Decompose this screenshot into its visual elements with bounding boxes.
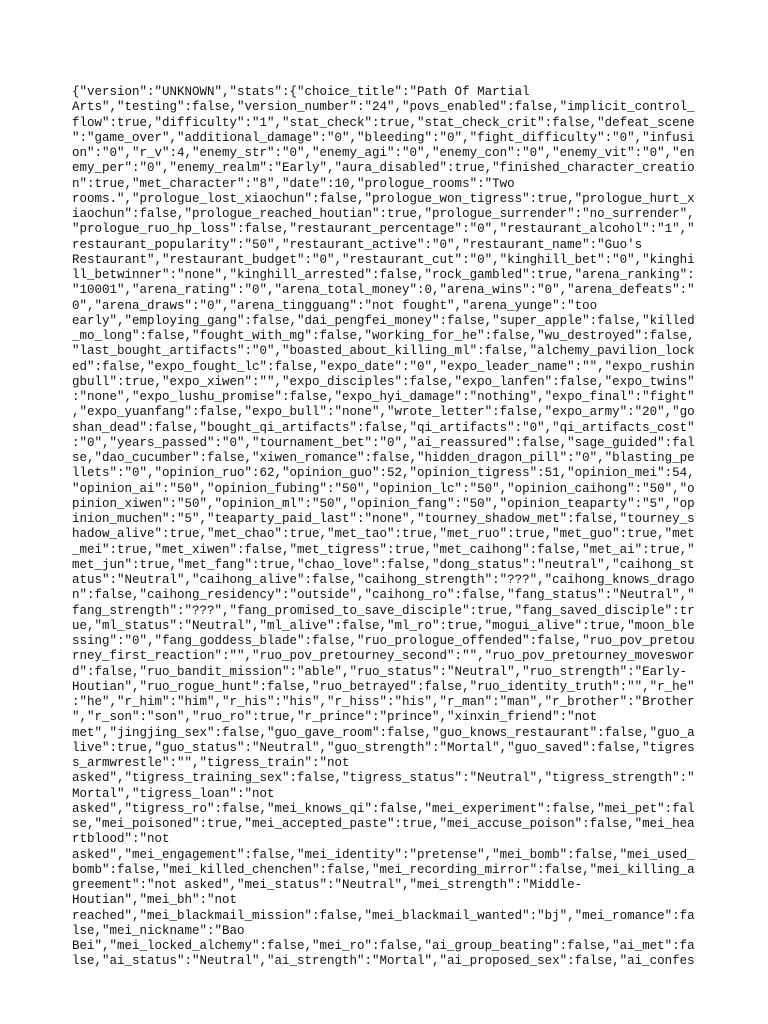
text-line: "opinion_ai":"50","opinion_fubing":"50","opinion_lc":"50","opinion_caihong":"50","o — [72, 481, 695, 496]
text-line: Houtian","ruo_rogue_hunt":false,"ruo_betrayed":false,"ruo_identity_truth":"","r_he" — [72, 679, 695, 694]
text-line: flow":true,"difficulty":"1","stat_check":true,"stat_check_crit":false,"defeat_scene — [72, 115, 695, 130]
text-line: iaochun":false,"prologue_reached_houtian":true,"prologue_surrender":"no_surrender", — [72, 207, 695, 221]
text-line: pinion_xiwen":"50","opinion_ml":"50","opinion_fang":"50","opinion_teaparty":"5","op — [72, 496, 695, 511]
text-line: hadow_alive":true,"met_chao":true,"met_tao":true,"met_ruo":true,"met_guo":true,"met — [72, 527, 695, 542]
text-line: Houtian","mei_bh":"not — [72, 893, 238, 908]
text-line: ,"expo_yuanfang":false,"expo_bull":"none","wrote_letter":false,"expo_army":"20","go — [72, 405, 695, 420]
text-line: ssing":"0","fang_goddess_blade":false,"ruo_prologue_offended":false,"ruo_pov_pretou — [72, 634, 695, 648]
text-line: ":"game_over","additional_damage":"0","bleeding":"0","fight_difficulty":"0","infusi — [72, 130, 695, 145]
text-line: :"none","expo_lushu_promise":false,"expo_hyi_damage":"nothing","expo_final":"fight" — [72, 390, 695, 404]
text-line: Arts","testing":false,"version_number":"24","povs_enabled":false,"implicit_control_ — [72, 100, 695, 115]
text-line: inion_muchen":"5","teaparty_paid_last":"none","tourney_shadow_met":false,"tourney_s — [72, 512, 695, 526]
text-line: _mei":true,"met_xiwen":false,"met_tigress":true,"met_caihong":false,"met_ai":true," — [72, 542, 695, 557]
text-line: d":false,"ruo_bandit_mission":"able","ruo_status":"Neutral","ruo_strength":"Early- — [72, 664, 688, 679]
text-line: gbull":true,"expo_xiwen":"","expo_disciples":false,"expo_lanfen":false,"expo_twins" — [72, 374, 695, 389]
text-line: lse,"ai_status":"Neutral","ai_strength":"Mortal","ai_proposed_sex":false,"ai_confes — [72, 954, 695, 969]
text-line: llets":"0","opinion_ruo":62,"opinion_guo":52,"opinion_tigress":51,"opinion_mei":54, — [72, 466, 695, 481]
text-line: ll_betwinner":"none","kinghill_arrested":false,"rock_gambled":true,"arena_ranking": — [72, 268, 695, 282]
text-line: "10001","arena_rating":"0","arena_total_money":0,"arena_wins":"0","arena_defeats":" — [72, 283, 695, 298]
text-line: reached","mei_blackmail_mission":false,"mei_blackmail_wanted":"bj","mei_romance":fa — [72, 908, 695, 923]
text-line: asked","tigress_training_sex":false,"tigress_status":"Neutral","tigress_strength":" — [72, 771, 695, 786]
text-line: rtblood":"not — [72, 832, 170, 847]
text-line: met","jingjing_sex":false,"guo_gave_room":false,"guo_knows_restaurant":false,"guo_a — [72, 725, 695, 740]
text-line: ue,"ml_status":"Neutral","ml_alive":false,"ml_ro":true,"mogui_alive":true,"moon_ble — [72, 618, 695, 633]
text-line: lse,"mei_nickname":"Bao — [72, 923, 245, 938]
text-line: ","r_son":"son","ruo_ro":true,"r_prince":"prince","xinxin_friend":"not — [72, 710, 598, 725]
text-line: n":false,"caihong_residency":"outside","caihong_ro":false,"fang_status":"Neutral"," — [72, 588, 695, 603]
text-line: shan_dead":false,"bought_qi_artifacts":false,"qi_artifacts":"0","qi_artifacts_cost" — [72, 420, 695, 435]
text-line: asked","tigress_ro":false,"mei_knows_qi":false,"mei_experiment":false,"mei_pet":fal — [72, 801, 695, 816]
text-line: "last_bought_artifacts":"0","boasted_about_killing_ml":false,"alchemy_pavilion_lock — [72, 344, 695, 359]
text-line: s_armwrestle":"","tigress_train":"not — [72, 756, 350, 770]
document-page — [72, 85, 700, 969]
text-line: bomb":false,"mei_killed_chenchen":false,"mei_recording_mirror":false,"mei_killing_a — [72, 862, 695, 877]
text-line: :"0","years_passed":"0","tournament_bet":"0","ai_reassured":false,"sage_guided":fal — [72, 435, 695, 450]
text-line: early","employing_gang":false,"dai_pengfei_money":false,"super_apple":false,"killed — [72, 313, 695, 328]
text-line: emy_per":"0","enemy_realm":"Early","aura_disabled":true,"finished_character_creatio — [72, 161, 695, 176]
text-line: rney_first_reaction":"","ruo_pov_pretourney_second":"","ruo_pov_pretourney_moveswor — [72, 649, 695, 664]
text-line: :"he","r_him":"him","r_his":"his","r_hiss":"his","r_man":"man","r_brother":"Brother — [72, 695, 695, 709]
text-line: asked","mei_engagement":false,"mei_identity":"pretense","mei_bomb":false,"mei_used_ — [72, 847, 695, 862]
text-line: se,"mei_poisoned":true,"mei_accepted_paste":true,"mei_accuse_poison":false,"mei_hea — [72, 817, 695, 831]
text-line: ed":false,"expo_fought_lc":false,"expo_date":"0","expo_leader_name":"","expo_rushin — [72, 359, 695, 374]
text-line: Bei","mei_locked_alchemy":false,"mei_ro":false,"ai_group_beating":false,"ai_met":fa — [72, 939, 695, 953]
text-line: se,"dao_cucumber":false,"xiwen_romance":false,"hidden_dragon_pill":"0","blasting_pe — [72, 451, 695, 465]
text-line: atus":"Neutral","caihong_alive":false,"caihong_strength":"???","caihong_knows_drago — [72, 573, 695, 587]
text-line: _mo_long":false,"fought_with_mg":false,"working_for_he":false,"wu_destroyed":false, — [72, 329, 695, 343]
text-line: on":"0","r_v":4,"enemy_str":"0","enemy_agi":"0","enemy_con":"0","enemy_vit":"0","en — [72, 146, 695, 160]
text-line: rooms.","prologue_lost_xiaochun":false,"prologue_won_tigress":true,"prologue_hurt_x — [72, 191, 695, 206]
text-line: met_jun":true,"met_fang":true,"chao_love":false,"dong_status":"neutral","caihong_st — [72, 557, 695, 572]
text-line: Mortal","tigress_loan":"not — [72, 786, 275, 801]
text-line: fang_strength":"???","fang_promised_to_save_disciple":true,"fang_saved_disciple":tr — [72, 603, 695, 618]
text-line: restaurant_popularity":"50","restaurant_active":"0","restaurant_name":"Guo's — [72, 237, 643, 252]
text-line: "prologue_ruo_hp_loss":false,"restaurant_percentage":"0","restaurant_alcohol":"1"," — [72, 222, 695, 237]
text-line: {"version":"UNKNOWN","stats":{"choice_title":"Path Of Martial — [72, 85, 530, 99]
text-line: 0","arena_draws":"0","arena_tingguang":"not fought","arena_yunge":"too — [72, 298, 598, 313]
text-line: n":true,"met_character":"8","date":10,"prologue_rooms":"Two — [72, 176, 515, 191]
text-line: Restaurant","restaurant_budget":"0","restaurant_cut":"0","kinghill_bet":"0","kinghi — [72, 252, 695, 267]
text-line: live":true,"guo_status":"Neutral","guo_strength":"Mortal","guo_saved":false,"tigres — [72, 740, 695, 755]
text-line: greement":"not asked","mei_status":"Neutral","mei_strength":"Middle- — [72, 878, 583, 892]
